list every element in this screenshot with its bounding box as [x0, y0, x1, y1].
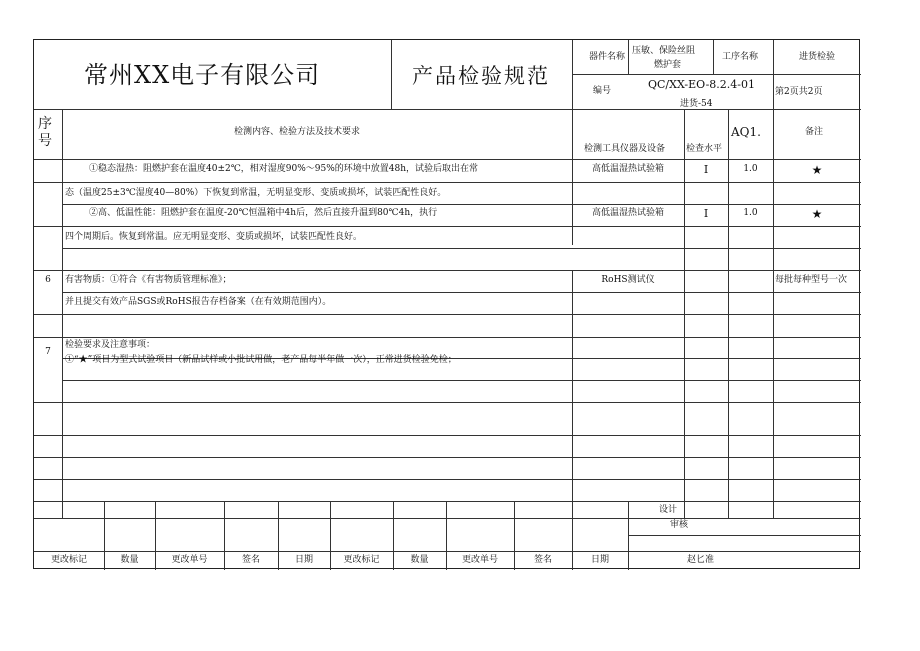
rule: [34, 457, 861, 458]
rule: [34, 314, 861, 315]
rule: [34, 402, 861, 403]
rule: [34, 479, 861, 480]
inspection-form: [33, 39, 860, 569]
tool-name: 高低温湿热试验箱: [591, 208, 664, 218]
seq-header: 序号: [38, 116, 52, 149]
process-value: 进货检验: [799, 52, 836, 62]
content-text: ①稳态湿热：阻燃护套在温度40±2℃，相对湿度90%～95%的环境中放置48h，试验后取出在常: [89, 164, 479, 174]
content-text: 态（温度25±3℃湿度40—80%）下恢复到常温，无明显变形、变质或损坏，试装匹配性良好。: [65, 188, 447, 198]
device-name-value: 压敏、保险丝阻: [632, 46, 696, 56]
content-text: 有害物质：①符合《有害物质管理标准》；: [65, 275, 232, 285]
rule: [34, 435, 861, 436]
seq-number: 6: [45, 275, 51, 285]
aql-value: 1.0: [743, 164, 758, 174]
content-text: ②高、低温性能：阻燃护套在温度-20℃恒温箱中4h后，然后直接升温到80℃4h，执行: [89, 208, 438, 218]
device-name-value-2: 燃护套: [654, 60, 682, 70]
aql-value: 1.0: [743, 208, 758, 218]
star-mark: ★: [811, 163, 823, 177]
rule: [34, 109, 861, 110]
remark-header: 备注: [805, 127, 824, 137]
code-value: QC/XX-EO-8.2.4-01: [648, 78, 755, 91]
rule: [62, 109, 63, 518]
review-label: 审核: [670, 520, 689, 530]
level-header: 检查水平: [686, 144, 723, 154]
page-info: 第2页共2页: [775, 87, 823, 97]
footer-label: 更改标记: [50, 555, 87, 565]
rule: [62, 248, 861, 249]
rule: [713, 40, 714, 74]
content-text: 检验要求及注意事项：: [65, 340, 156, 350]
content-text: 四个周期后。恢复到常温。应无明显变形、变质或损坏，试装匹配性良好。: [65, 232, 363, 242]
footer-label: 更改标记: [343, 555, 380, 565]
star-mark: ★: [811, 207, 823, 221]
process-label: 工序名称: [722, 52, 759, 62]
design-label: 设计: [659, 505, 678, 515]
footer-label: 数量: [120, 555, 139, 565]
content-header: 检测内容、检验方法及技术要求: [234, 127, 361, 137]
rule: [62, 380, 861, 381]
rule: [34, 518, 861, 519]
rule: [572, 109, 573, 245]
rule: [34, 337, 861, 338]
rule: [34, 551, 861, 552]
tools-header: 检测工具仪器及设备: [584, 144, 666, 154]
tool-name: 高低温湿热试验箱: [591, 164, 664, 174]
rule: [62, 204, 861, 205]
rule: [34, 270, 861, 271]
seq-number: 7: [45, 347, 51, 357]
inspection-level: I: [703, 163, 709, 176]
footer-label: 签名: [241, 555, 260, 565]
rule: [572, 74, 861, 75]
footer-label: 更改单号: [461, 555, 498, 565]
rule: [391, 40, 392, 109]
rule: [628, 40, 629, 74]
revision-number: 进货-54: [680, 99, 713, 109]
content-text: 并且提交有效产品SGS或RoHS报告存档备案（在有效期范围内）。: [65, 297, 332, 307]
rule: [34, 501, 861, 502]
document-title: 产品检验规范: [412, 64, 550, 88]
company-name: 常州XX电子有限公司: [84, 61, 321, 89]
rule: [34, 226, 861, 227]
tool-name: RoHS测试仪: [601, 275, 655, 285]
footer-label: 签名: [533, 555, 552, 565]
aql-header: AQ1.: [731, 125, 761, 139]
rule: [62, 292, 861, 293]
code-label: 编号: [593, 86, 612, 96]
footer-label: 更改单号: [171, 555, 208, 565]
rule: [628, 535, 861, 536]
rule: [572, 314, 573, 518]
footer-label: 数量: [410, 555, 429, 565]
inspection-level: I: [703, 207, 709, 220]
approver-name: 赵匕准: [686, 555, 714, 565]
rule: [34, 159, 861, 160]
footer-label: 日期: [590, 555, 609, 565]
device-name-label: 器件名称: [589, 52, 626, 62]
rule: [34, 182, 861, 183]
footer-label: 日期: [294, 555, 313, 565]
content-text: ①“★”项目为型式试验项目（新品试样或小批试用做，老产品每半年做一次），正常进货检验免检；: [65, 355, 457, 365]
remark-text: 每批每种型号一次: [775, 275, 848, 285]
